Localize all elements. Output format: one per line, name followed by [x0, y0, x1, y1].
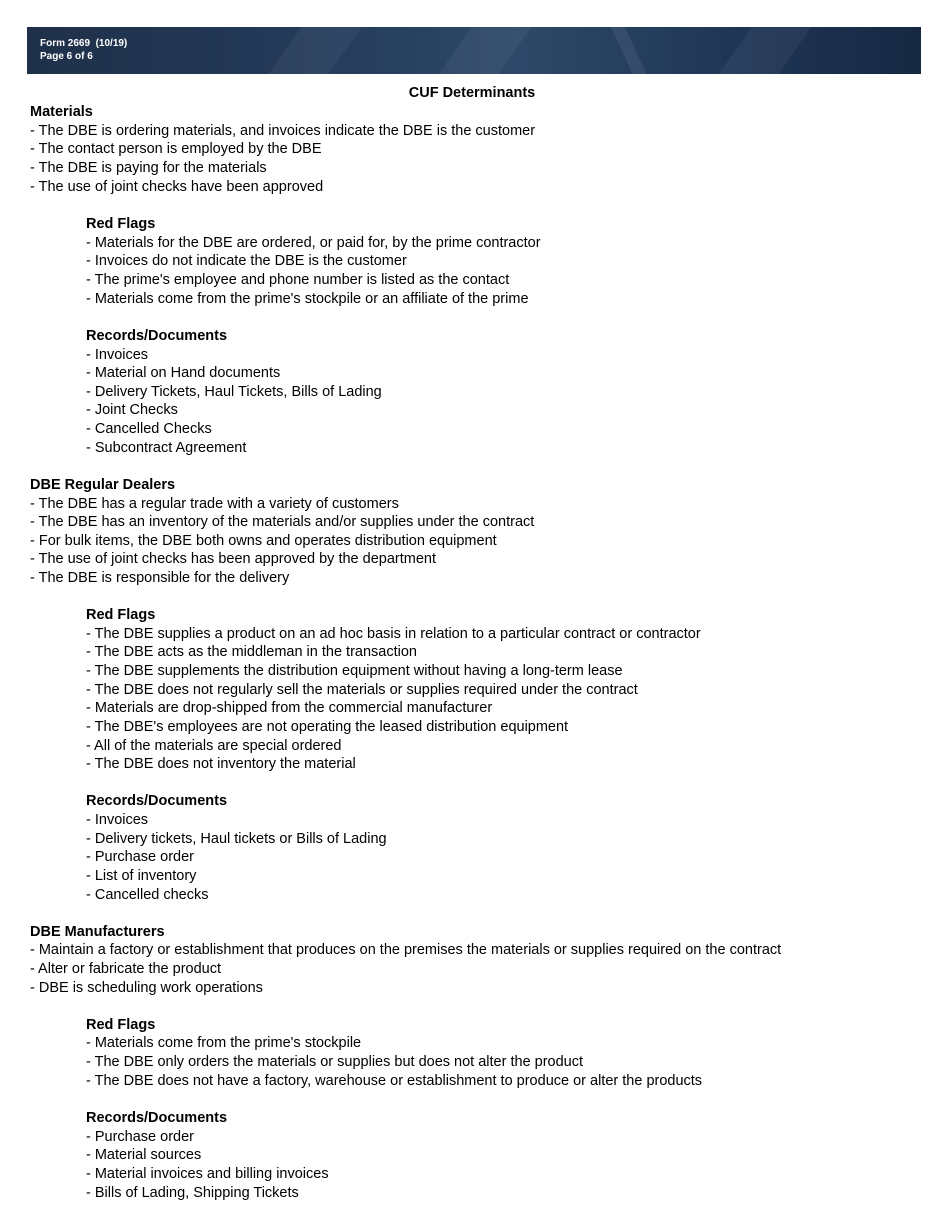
subsection-heading: Records/Documents	[86, 328, 228, 344]
list-item: - Materials are drop-shipped from the commercial manufacturer	[86, 700, 493, 716]
list-item: - Purchase order	[86, 1129, 194, 1145]
list-item: - Cancelled checks	[86, 887, 209, 903]
list-item: - Material on Hand documents	[86, 365, 281, 381]
banner-decoration	[688, 27, 825, 74]
list-item: - The DBE has a regular trade with a variety of customers	[30, 496, 399, 512]
list-item: - Subcontract Agreement	[86, 440, 247, 456]
subsection-heading: Red Flags	[86, 1017, 156, 1033]
list-item: - The DBE only orders the materials or supplies but does not alter the product	[86, 1054, 584, 1070]
list-item: - Maintain a factory or establishment that produces on the premises the materials or supplies required on the contract	[30, 942, 782, 958]
list-item: - Invoices	[86, 812, 149, 828]
list-item: - All of the materials are special ordered	[86, 738, 342, 754]
list-item: - The DBE supplements the distribution equipment without having a long-term lease	[86, 663, 623, 679]
list-item: - Materials come from the prime's stockpile or an affiliate of the prime	[86, 291, 529, 307]
list-item: - The use of joint checks has been approved by the department	[30, 551, 436, 567]
banner-decoration	[408, 27, 545, 74]
page-number: Page 6 of 6	[40, 51, 93, 62]
list-item: - Materials come from the prime's stockpile	[86, 1035, 362, 1051]
subsection-heading: Records/Documents	[86, 1110, 228, 1126]
list-item: - The use of joint checks have been approved	[30, 179, 324, 195]
list-item: - The contact person is employed by the DBE	[30, 141, 322, 157]
banner-decoration	[601, 27, 666, 74]
list-item: - Invoices	[86, 347, 149, 363]
document-title: CUF Determinants	[408, 85, 536, 101]
list-item: - Alter or fabricate the product	[30, 961, 222, 977]
list-item: - For bulk items, the DBE both owns and operates distribution equipment	[30, 533, 497, 549]
list-item: - Bills of Lading, Shipping Tickets	[86, 1185, 299, 1201]
list-item: - The DBE is ordering materials, and invoices indicate the DBE is the customer	[30, 123, 536, 139]
list-item: - The DBE has an inventory of the materials and/or supplies under the contract	[30, 514, 535, 530]
banner-decoration	[238, 27, 375, 74]
list-item: - The DBE acts as the middleman in the transaction	[86, 644, 417, 660]
section-heading: DBE Regular Dealers	[30, 477, 176, 493]
form-number: Form 2669 (10/19)	[40, 38, 128, 49]
list-item: - Cancelled Checks	[86, 421, 212, 437]
form-header-banner	[27, 27, 921, 74]
list-item: - Joint Checks	[86, 402, 178, 418]
subsection-heading: Red Flags	[86, 216, 156, 232]
list-item: - The DBE does not have a factory, warehouse or establishment to produce or alter the products	[86, 1073, 703, 1089]
section-heading: Materials	[30, 104, 93, 120]
list-item: - Delivery tickets, Haul tickets or Bills of Lading	[86, 831, 387, 847]
list-item: - The DBE is responsible for the delivery	[30, 570, 290, 586]
list-item: - The DBE's employees are not operating the leased distribution equipment	[86, 719, 569, 735]
list-item: - Delivery Tickets, Haul Tickets, Bills of Lading	[86, 384, 382, 400]
list-item: - The DBE does not inventory the material	[86, 756, 356, 772]
list-item: - The DBE supplies a product on an ad hoc basis in relation to a particular contract or contractor	[86, 626, 701, 642]
list-item: - The DBE does not regularly sell the materials or supplies required under the contract	[86, 682, 638, 698]
list-item: - List of inventory	[86, 868, 197, 884]
list-item: - Material sources	[86, 1147, 202, 1163]
list-item: - Material invoices and billing invoices	[86, 1166, 329, 1182]
list-item: - Invoices do not indicate the DBE is the customer	[86, 253, 407, 269]
list-item: - The prime's employee and phone number is listed as the contact	[86, 272, 510, 288]
subsection-heading: Records/Documents	[86, 793, 228, 809]
list-item: - DBE is scheduling work operations	[30, 980, 263, 996]
subsection-heading: Red Flags	[86, 607, 156, 623]
list-item: - Materials for the DBE are ordered, or paid for, by the prime contractor	[86, 235, 541, 251]
list-item: - The DBE is paying for the materials	[30, 160, 267, 176]
section-heading: DBE Manufacturers	[30, 924, 165, 940]
list-item: - Purchase order	[86, 849, 194, 865]
